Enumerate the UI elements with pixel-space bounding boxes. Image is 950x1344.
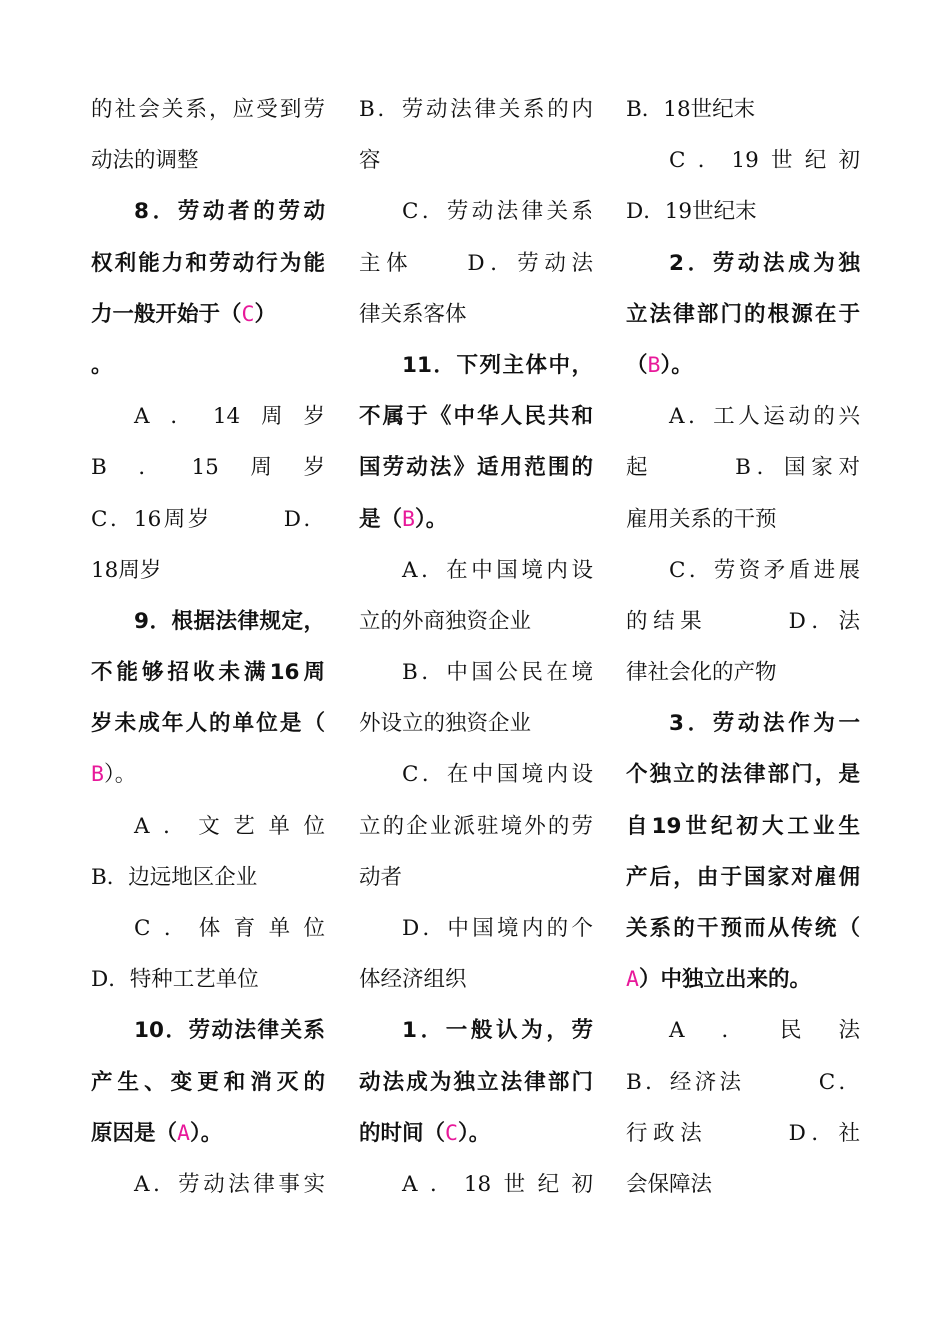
text-line [626,84,860,135]
line-text: 雇用关系的干预 [626,506,777,532]
text-line [91,289,325,340]
line-text: 律关系客体 [359,301,467,327]
text-line [359,84,593,135]
line-text: A．工人运动的兴 [669,404,860,430]
text-line [91,238,325,289]
line-text: 2．劳动法成为独 [669,250,860,276]
text-line [91,596,325,647]
answer-letter: C [241,301,255,327]
text-line [359,596,593,647]
text-line [91,1057,325,1108]
line-text: 11．下列主体中， [402,352,593,378]
line-text: 的时间（ [359,1120,446,1146]
line-text: 主体 D．劳动法 [359,250,593,276]
text-line [91,135,325,186]
text-line [626,954,860,1005]
text-line [626,749,860,800]
text-line [91,1005,325,1056]
line-text: 个独立的法律部门，是 [626,762,860,788]
line-text: B．劳动法律关系的内 [359,97,593,122]
answer-letter: A [177,1120,190,1146]
text-line [359,238,593,289]
line-text: 1．一般认为，劳 [402,1018,593,1044]
answer-letter: C [445,1120,458,1146]
text-line [359,698,593,749]
text-line [359,1108,593,1159]
text-line [626,1057,860,1108]
text-line [359,289,593,340]
line-text: 国劳动法》适用范围的 [359,455,593,481]
line-text: 体经济组织 [359,967,467,993]
line-text: 10．劳动法律关系 [134,1018,325,1044]
text-line [91,647,325,698]
line-text: 的结果 D．法 [626,608,860,634]
line-text: 产生、变更和消灭的 [91,1069,325,1095]
line-text-after: ）。 [414,506,448,532]
line-text: 权利能力和劳动行为能 [91,250,325,276]
line-text: 容 [359,148,381,174]
line-text: 3．劳动法作为一 [669,711,860,737]
line-text: 是（ [359,506,403,532]
text-line [626,903,860,954]
text-line [626,1005,860,1056]
text-line [91,1159,325,1210]
answer-letter: B [402,506,415,532]
line-text-after: ）。 [189,1120,223,1146]
text-line [626,238,860,289]
text-line [359,954,593,1005]
line-text: 行政法 D．社 [626,1120,860,1146]
text-line [359,545,593,596]
line-text-after: ）中独立出来的。 [638,967,811,993]
answer-letter: B [91,762,104,788]
line-text: 8．劳动者的劳动 [134,199,325,225]
column-right [626,84,860,1210]
text-line [359,903,593,954]
column-middle [359,84,593,1210]
line-text: A．在中国境内设 [402,557,593,583]
line-text: A．14周岁 [134,404,325,430]
line-text: 会保障法 [626,1171,713,1197]
line-text: （ [626,352,648,378]
text-line [359,340,593,391]
text-line [91,903,325,954]
line-text: D．特种工艺单位 [91,967,259,993]
line-text: 自19世纪初大工业生 [626,813,860,839]
line-text: 9．根据法律规定， [134,608,325,634]
line-text: C．体育单位 [134,916,325,941]
text-line [626,289,860,340]
line-text: 。 [91,352,113,378]
line-text: D．19世纪末 [626,199,757,225]
text-line [359,801,593,852]
line-text-after: ）。 [103,762,137,788]
line-text: A．劳动法律事实 [134,1171,325,1197]
line-text: C．劳动法律关系 [402,199,593,225]
line-text: D．中国境内的个 [402,916,593,941]
line-text: A．18世纪初 [402,1171,593,1197]
text-line [626,442,860,493]
line-text: B．中国公民在境 [402,660,593,686]
line-text: A．民法 [669,1018,860,1044]
line-text: 不属于《中华人民共和 [359,404,593,430]
text-line [359,391,593,442]
line-text: A．文艺单位 [134,813,325,839]
text-line [91,545,325,596]
text-line [626,801,860,852]
text-line [91,852,325,903]
line-text: 律社会化的产物 [626,660,777,686]
answer-letter: A [626,967,639,993]
text-line [626,1108,860,1159]
text-line [359,494,593,545]
text-line [626,391,860,442]
text-line [359,1159,593,1210]
text-line [91,801,325,852]
text-line [626,1159,860,1210]
text-line [91,954,325,1005]
line-text: C．19世纪初 [669,148,860,174]
line-text: B．18世纪末 [626,97,756,122]
text-line [626,647,860,698]
text-line [359,852,593,903]
text-line [91,749,325,800]
answer-letter: B [647,352,661,378]
text-line [359,186,593,237]
text-line [91,391,325,442]
line-text: B．经济法 C． [626,1069,860,1095]
line-text: 外设立的独资企业 [359,711,532,737]
line-text: 立法律部门的根源在于 [626,301,860,327]
line-text-after: ）。 [457,1120,491,1146]
line-text: 动法的调整 [91,148,199,174]
line-text-after: ） [254,301,276,327]
line-text: 岁未成年人的单位是（ [91,711,325,737]
line-text: 立的企业派驻境外的劳 [359,813,593,839]
line-text: 动者 [359,864,403,890]
text-line [91,698,325,749]
text-line [626,135,860,186]
text-line [626,186,860,237]
line-text: 18周岁 [91,557,162,583]
line-text: 原因是（ [91,1120,178,1146]
line-text: 起 B．国家对 [626,455,860,481]
text-line [359,749,593,800]
text-line [359,1005,593,1056]
line-text: 力一般开始于（ [91,301,242,327]
line-text: 的社会关系，应受到劳 [91,97,325,122]
line-text: B．边远地区企业 [91,864,258,890]
text-line [359,647,593,698]
text-line [626,698,860,749]
line-text: 动法成为独立法律部门 [359,1069,593,1095]
line-text: 不能够招收未满16周 [91,660,325,686]
text-line [359,442,593,493]
text-line [91,442,325,493]
text-line [359,135,593,186]
line-text: B．15周岁 [91,455,325,481]
line-text: 关系的干预而从传统（ [626,916,860,941]
column-left [91,84,325,1210]
text-line [91,186,325,237]
text-line [91,84,325,135]
text-line [626,852,860,903]
line-text-after: ）。 [660,352,693,378]
line-text: 产后，由于国家对雇佣 [626,864,860,890]
text-line [91,340,325,391]
text-line [626,494,860,545]
text-line [91,494,325,545]
text-line [626,545,860,596]
text-line [626,340,860,391]
line-text: C．在中国境内设 [402,762,593,788]
line-text: C．16周岁 D． [91,506,325,532]
line-text: C．劳资矛盾进展 [669,557,860,583]
text-line [626,596,860,647]
line-text: 立的外商独资企业 [359,608,532,634]
text-line [359,1057,593,1108]
text-line [91,1108,325,1159]
